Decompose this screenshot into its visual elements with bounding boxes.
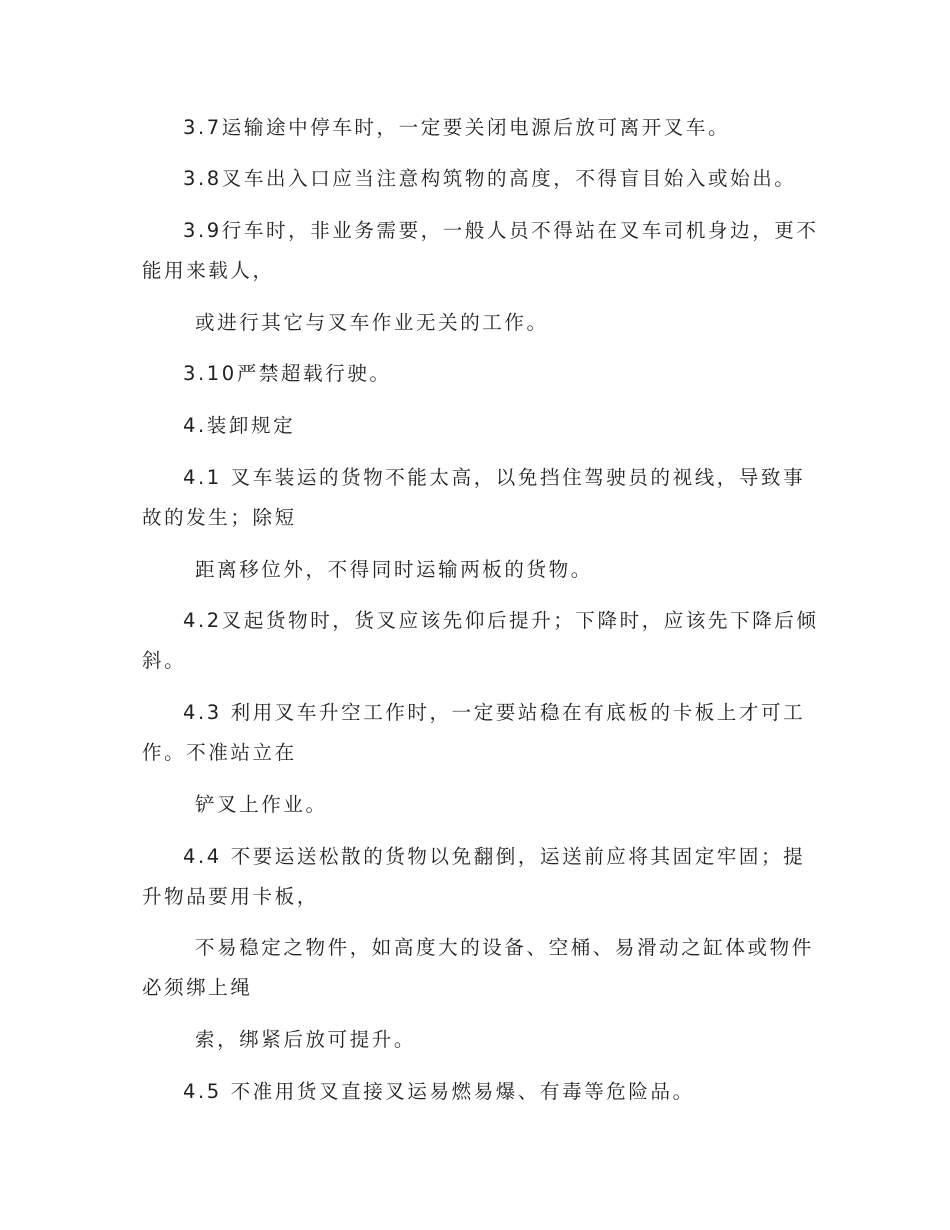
text-line-4-1-cont2: 距离移位外，不得同时运输两板的货物。 bbox=[195, 558, 593, 581]
text-line-3-8: 3.8叉车出入口应当注意构筑物的高度，不得盲目始入或始出。 bbox=[183, 167, 797, 190]
text-line-4-4-cont4: 索，绑紧后放可提升。 bbox=[195, 1028, 417, 1051]
text-line-3-10: 3.10严禁超载行驶。 bbox=[183, 362, 392, 385]
text-line-3-9: 3.9行车时，非业务需要，一般人员不得站在叉车司机身边，更不 bbox=[183, 219, 819, 242]
text-line-4-2-cont: 斜。 bbox=[142, 649, 187, 672]
text-line-3-9-cont: 能用来载人， bbox=[142, 259, 275, 282]
text-line-4-3-cont2: 铲叉上作业。 bbox=[195, 793, 328, 816]
text-line-4-3-cont: 作。不准站立在 bbox=[142, 741, 297, 764]
text-line-4-5: 4.5 不准用货叉直接叉运易燃易爆、有毒等危险品。 bbox=[183, 1080, 695, 1103]
text-line-4-4-cont2: 不易稳定之物件，如高度大的设备、空桶、易滑动之缸体或物件 bbox=[195, 936, 814, 959]
text-line-4-2: 4.2叉起货物时，货叉应该先仰后提升；下降时，应该先下降后倾 bbox=[183, 609, 819, 632]
text-line-4-1-cont: 故的发生；除短 bbox=[142, 506, 297, 529]
text-line-3-7: 3.7运输途中停车时，一定要关闭电源后放可离开叉车。 bbox=[183, 116, 731, 139]
text-line-3-9-cont2: 或进行其它与叉车作业无关的工作。 bbox=[195, 311, 549, 334]
text-line-4-3: 4.3 利用叉车升空工作时，一定要站稳在有底板的卡板上才可工 bbox=[183, 701, 806, 724]
text-line-4-4: 4.4 不要运送松散的货物以免翻倒，运送前应将其固定牢固；提 bbox=[183, 845, 806, 868]
section-heading-4: 4.装卸规定 bbox=[183, 414, 296, 437]
text-line-4-1: 4.1 叉车装运的货物不能太高，以免挡住驾驶员的视线，导致事 bbox=[183, 466, 806, 489]
text-line-4-4-cont3: 必须绑上绳 bbox=[142, 976, 253, 999]
text-line-4-4-cont: 升物品要用卡板， bbox=[142, 885, 319, 908]
